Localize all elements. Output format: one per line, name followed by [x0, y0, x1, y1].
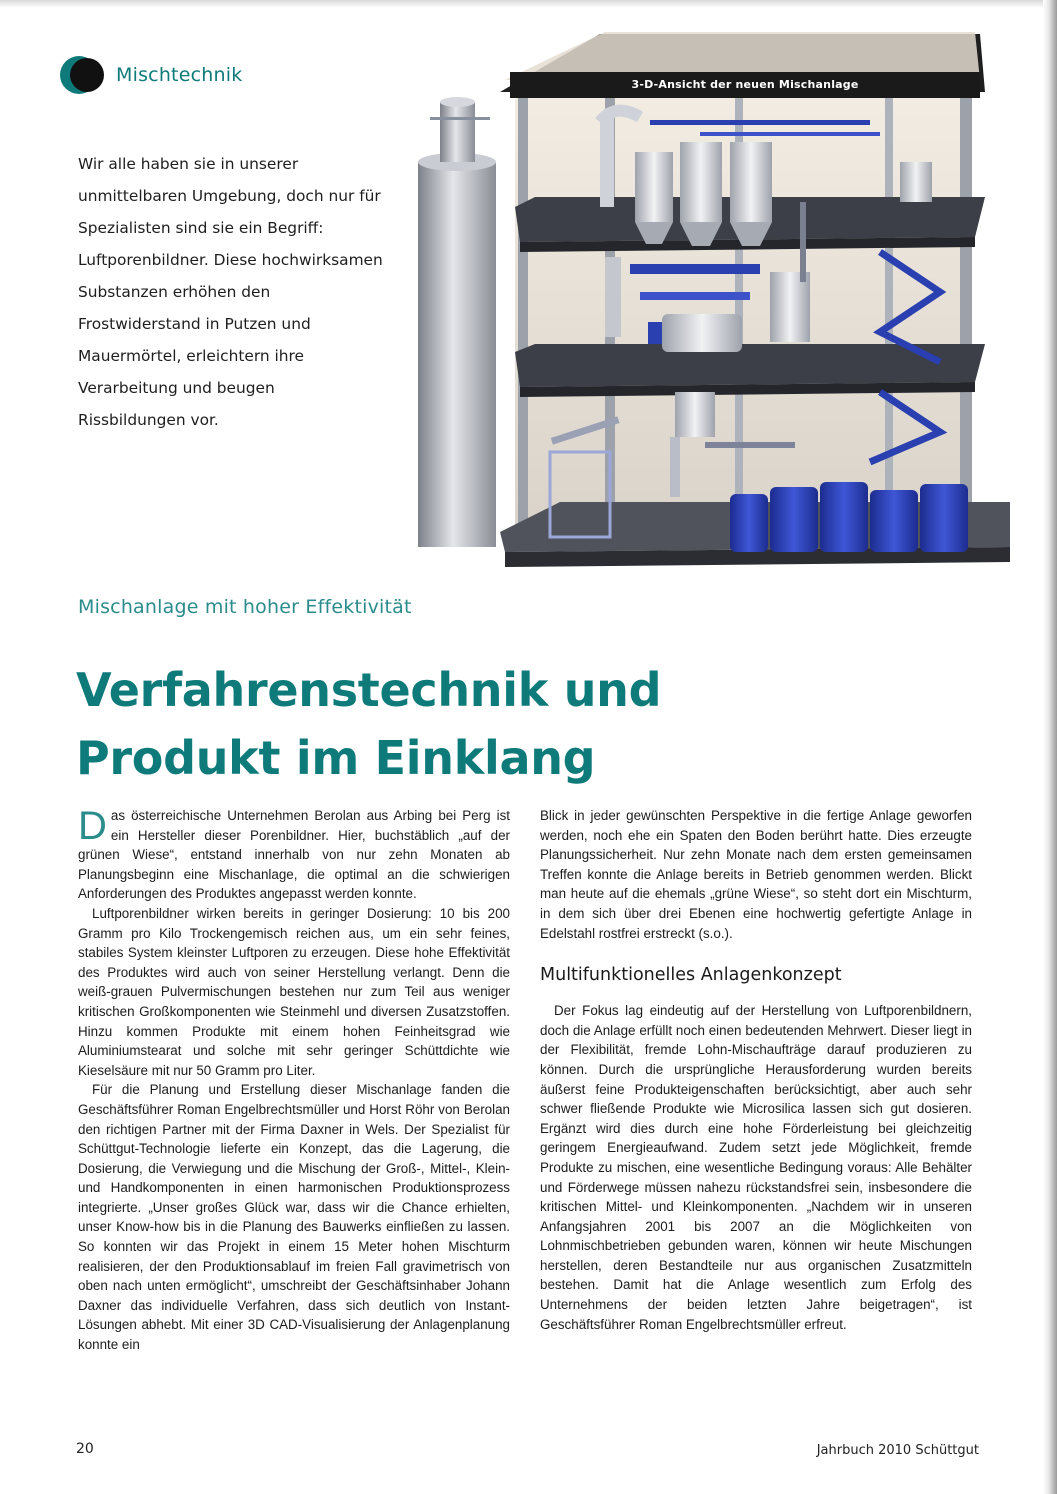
- bulk-bag: [730, 494, 768, 552]
- section-tag: [70, 54, 242, 96]
- packing-platform: [705, 442, 795, 448]
- tank-small: [900, 162, 932, 202]
- tank: [680, 142, 722, 222]
- robot-arm: [670, 437, 680, 497]
- tank: [635, 152, 673, 222]
- section-label: Mischtechnik: [116, 64, 243, 86]
- duct: [600, 117, 614, 207]
- column: [960, 92, 972, 552]
- mixer: [662, 314, 742, 352]
- bulk-bag: [920, 484, 968, 552]
- page-number: 20: [76, 1441, 94, 1457]
- silo: [418, 162, 496, 547]
- paragraph: Luftporenbildner wirken bereits in geringer Dosierung: 10 bis 200 Gramm pro Kilo Trockengemisch reichen aus, um ein sehr feines, stabiles System kleinster Luftporen zu erzeugen. Diese hohe Effektivität des Produktes wird auch von seiner Herstellung verlangt. Denn die weiß-grauen Pulvermischungen bestehen nur zum Teil aus weniger kritischen Großkomponenten wie Steinmehl und diversen Zusatzstoffen. Hinzu kommen Produkte mit einem hohen Feinheitsgrad wie Aluminiumstearat und solche mit sehr geringer Schüttdichte wie Kieselsäure mit nur 50 Gramm pro Liter.: [78, 905, 510, 1078]
- mixer-motor: [648, 322, 662, 344]
- section-heading: Multifunktionelles Anlagenkonzept: [540, 965, 842, 986]
- article-column-right: [540, 806, 972, 1334]
- article-column-left: [78, 806, 510, 1355]
- headline-line-1: Verfahrenstechnik und: [76, 663, 662, 717]
- column: [518, 92, 528, 537]
- tank: [730, 142, 772, 222]
- paragraph: Blick in jeder gewünschten Perspektive in die fertige Anlage geworfen werden, noch ehe ein Spaten den Boden berührt hatte. Dies erzeugte Planungssicherheit. Nur zehn Monate nach dem ersten gemeinsamen Treffen konnte die Anlage bereits in Betrieb genommen werden. Blickt man heute auf die ehemals „grüne Wiese“, so steht dort ein Mischturm, in dem sich über drei Ebenen eine hochwertig gefertigte Anlage in Edelstahl rostfrei erstreckt (s.o.).: [540, 808, 972, 941]
- drop-cap: D: [78, 804, 107, 848]
- article-headline: [76, 656, 776, 792]
- paragraph: [78, 806, 510, 904]
- paragraph-text: as österreichische Unternehmen Berolan aus Arbing bei Perg ist ein Hersteller dieser Porenbildner. Hier, buchstäblich „auf der grünen Wiese“, entstand innerhalb von nur zehn Monaten ab Planungsbeginn eine Mischanlage, die optimal an die schwierigen Anforderungen des Produktes angepasst werden konnte.: [78, 808, 510, 902]
- bulk-bag: [820, 482, 868, 552]
- overhead-conveyor: [700, 132, 880, 136]
- screw-conveyor: [630, 264, 760, 274]
- lead-paragraph: Wir alle haben sie in unserer unmittelbaren Umgebung, doch nur für Spezialisten sind sie ein Begriff: Luftporenbildner. Diese hochwirksamen Substanzen erhöhen den Frostwiderstand in Putzen und Mauermörtel, erleichtern ihre Verarbeitung und beugen Rissbildungen vor.: [78, 155, 383, 429]
- overhead-conveyor: [650, 120, 870, 125]
- paragraph: Für die Planung und Erstellung dieser Mischanlage fanden die Geschäftsführer Roman Engelbrechtsmüller und Horst Röhr von Berolan den richtigen Partner mit der Firma Daxner in Wels. Der Spezialist für Schüttgut-Technologie lieferte ein Konzept, das die Lagerung, die Dosierung, die Verwiegung und die Mischung der Groß-, Mittel-, Klein- und Handkomponenten in einen harmonischen Produktionsprozess integrierte. „Unser großes Glück war, dass wir die Chance erhielten, unser Know-how bis in die Planung des Bauwerks einfließen zu lassen. So konnten wir das Projekt in einem 15 Meter hohen Mischturm realisieren, der den Produktionsablauf im freien Fall gravimetrisch von oben nach unten ermöglicht“, umschreibt der Geschäftsinhaber Johann Daxner das individuelle Verfahren, dass sich deutlich von Instant-Lösungen abhebt. Mit einer 3D CAD-Visualisierung der Anlagenplanung konnte ein: [78, 1082, 510, 1353]
- discharge-hopper: [675, 392, 715, 437]
- scan-edge-top: [0, 0, 1057, 8]
- illustration-caption: 3-D-Ansicht der neuen Mischanlage: [631, 78, 859, 91]
- tank-middle: [770, 272, 810, 342]
- silo-railing: [430, 117, 490, 120]
- scan-edge-right: [1043, 0, 1057, 1494]
- section-bullet-icon: [70, 58, 104, 92]
- bulk-bag: [870, 490, 918, 552]
- screw-conveyor: [640, 292, 750, 300]
- paragraph: Der Fokus lag eindeutig auf der Herstellung von Luftporenbildnern, doch die Anlage erfüllt noch einen bedeutenden Mehrwert. Dieser liegt in der Flexibilität, fremde Lohn-Mischaufträge darauf produzieren zu können. Durch die ursprüngliche Herausforderung wurden bereits äußerst feine Produkteigenschaften berücksichtigt, aber auch sehr schwer fließende Produkte wie Microsilica lassen sich gut dosieren. Ergänzt wird dies durch eine hohe Förderleistung bei gleichzeitig geringem Energieaufwand. Zudem setzt jede Möglichkeit, fremde Produkte zu mischen, eine wesentliche Bedingung voraus: Alle Behälter und Förderwege müssen nahezu rückstandsfrei sein, insbesondere die kritischen Mittel- und Kleinkomponenten. „Nachdem wir in unseren Anfangsjahren 2001 bis 2007 an die Möglichkeiten von Lohnmischbetrieben gebunden waren, können wir heute Mischungen herstellen, deren Bestandteile nur aus organischen Zusatzmitteln bestehen. Damit hat die Anlage wesentlich zum Erfolg des Unternehmens der beiden letzten Jahre beigetragen“, ist Geschäftsführer Roman Engelbrechtsmüller erfreut.: [540, 1003, 972, 1332]
- article-subheading: Mischanlage mit hoher Effektivität: [78, 596, 412, 618]
- headline-line-2: Produkt im Einklang: [76, 731, 596, 785]
- silo-filter: [440, 102, 475, 162]
- plant-illustration: [400, 32, 1010, 592]
- ladder: [800, 202, 806, 282]
- column: [885, 92, 893, 532]
- publication-footer: Jahrbuch 2010 Schüttgut: [816, 1443, 979, 1458]
- bulk-bag: [770, 487, 818, 552]
- filter-middle: [605, 257, 621, 337]
